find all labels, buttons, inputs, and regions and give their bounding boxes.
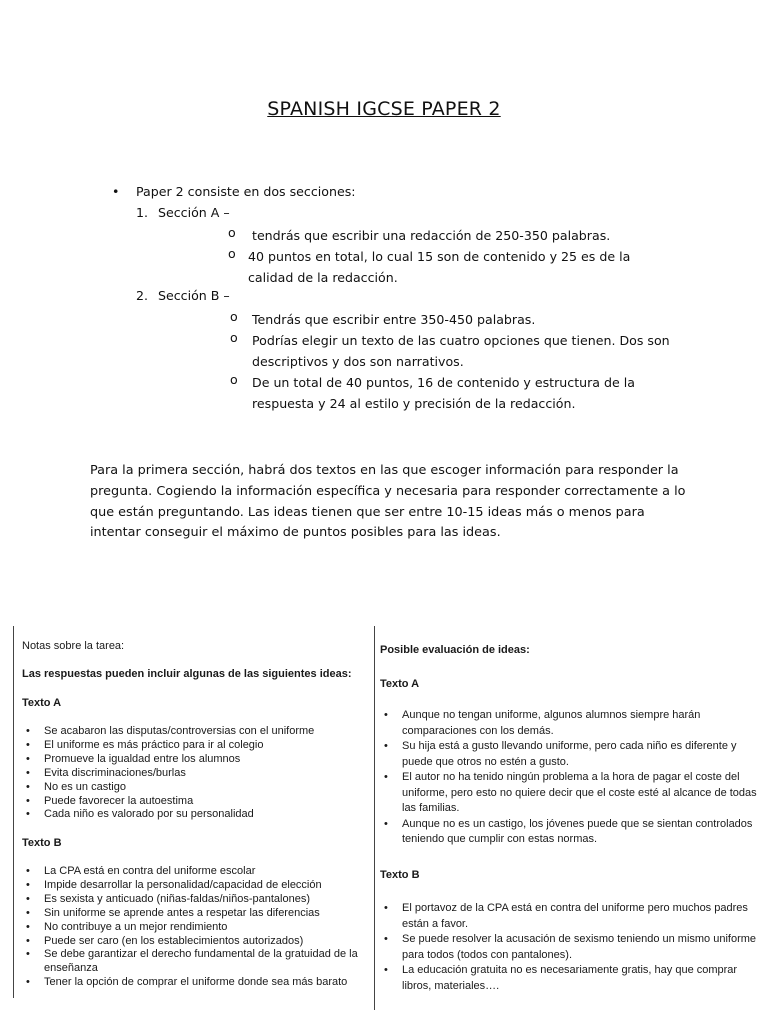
texto-a-list (22, 725, 372, 822)
section-a-point-1: tendrás que escribir una redacción de 250-350 palabras. (252, 228, 611, 243)
sub-bullet-glyph: o (228, 246, 236, 261)
section-b-label: Sección B – (158, 288, 230, 303)
texto-b-evaluation-list (380, 901, 765, 994)
list-item: • Evita discriminaciones/burlas (22, 767, 372, 781)
list-item: • El portavoz de la CPA está en contra del uniforme pero muchos padres están a favor. (380, 901, 765, 932)
list-item: • Se acabaron las disputas/controversias con el uniforme (22, 725, 372, 739)
list-item: • No es un castigo (22, 781, 372, 795)
list-item: • La educación gratuita no es necesariamente gratis, hay que comprar libros, materiales…. (380, 963, 765, 994)
list-item: • Aunque no es un castigo, los jóvenes puede que se sientan controlados teniendo que cumplir con estas normas. (380, 817, 765, 848)
list-item: • Cada niño es valorado por su personalidad (22, 808, 372, 822)
evaluation-heading: Posible evaluación de ideas: (380, 644, 530, 656)
section-a-number: 1. (136, 205, 149, 220)
section-b-point-2: Podrías elegir un texto de las cuatro opciones que tienen. Dos son descriptivos y dos son narrativos. (252, 333, 670, 369)
texto-a-evaluation-list (380, 708, 765, 848)
scanned-table (0, 620, 768, 1024)
list-item: • Aunque no tengan uniforme, algunos alumnos siempre harán comparaciones con los demás. (380, 708, 765, 739)
texto-b-title-right: Texto B (380, 869, 420, 881)
texto-a-title-right: Texto A (380, 678, 420, 690)
section-b-number: 2. (136, 288, 149, 303)
bullet-glyph: • (112, 184, 120, 199)
notes-label: Notas sobre la tarea: (22, 640, 125, 652)
section-b-point-1: Tendrás que escribir entre 350-450 palabras. (252, 312, 536, 327)
section-a-point-2: 40 puntos en total, lo cual 15 son de contenido y 25 es de la calidad de la redacción. (248, 249, 631, 285)
list-item: • La CPA está en contra del uniforme escolar (22, 865, 374, 879)
texto-a-title: Texto A (22, 697, 62, 709)
list-item: • Su hija está a gusto llevando uniforme, pero cada niño es diferente y puede que otros no estén a gusto. (380, 739, 765, 770)
list-item: • Sin uniforme se aprende antes a respetar las diferencias (22, 907, 374, 921)
table-divider (374, 626, 375, 1010)
sub-bullet-glyph: o (230, 330, 238, 345)
ideas-heading: Las respuestas pueden incluir algunas de las siguientes ideas: (22, 668, 352, 680)
section-a-label: Sección A – (158, 205, 230, 220)
list-item: • El uniforme es más práctico para ir al colegio (22, 739, 372, 753)
texto-b-list (22, 865, 374, 990)
list-item: • Impide desarrollar la personalidad/capacidad de elección (22, 879, 374, 893)
sub-bullet-glyph: o (230, 309, 238, 324)
list-item: • Puede favorecer la autoestima (22, 795, 372, 809)
list-item: • Se debe garantizar el derecho fundamental de la gratuidad de la enseñanza (22, 948, 374, 976)
list-item: • Promueve la igualdad entre los alumnos (22, 753, 372, 767)
table-border-left (13, 626, 14, 998)
texto-b-title: Texto B (22, 837, 62, 849)
list-item: • Puede ser caro (en los establecimientos autorizados) (22, 935, 374, 949)
page-title: SPANISH IGCSE PAPER 2 (267, 98, 501, 120)
explanation-paragraph: Para la primera sección, habrá dos textos en las que escoger información para responder la pregunta. Cogiendo la información específica y necesaria para responder correctamente a lo que están preguntando. Las ideas tienen que ser entre 10-15 ideas más o menos para intentar conseguir el máximo de puntos posibles para las ideas. (90, 463, 686, 541)
list-item: • El autor no ha tenido ningún problema a la hora de pagar el coste del uniforme, pero esto no quiere decir que el coste esté al alcance de todas las familias. (380, 770, 765, 817)
outline-intro: Paper 2 consiste en dos secciones: (136, 184, 356, 199)
list-item: • Es sexista y anticuado (niñas-faldas/niños-pantalones) (22, 893, 374, 907)
sub-bullet-glyph: o (230, 372, 238, 387)
section-b-point-3: De un total de 40 puntos, 16 de contenido y estructura de la respuesta y 24 al estilo y precisión de la redacción. (252, 375, 635, 411)
list-item: • Tener la opción de comprar el uniforme donde sea más barato (22, 976, 374, 990)
sub-bullet-glyph: o (228, 225, 236, 240)
list-item: • No contribuye a un mejor rendimiento (22, 921, 374, 935)
list-item: • Se puede resolver la acusación de sexismo teniendo un mismo uniforme para todos (todos con pantalones). (380, 932, 765, 963)
